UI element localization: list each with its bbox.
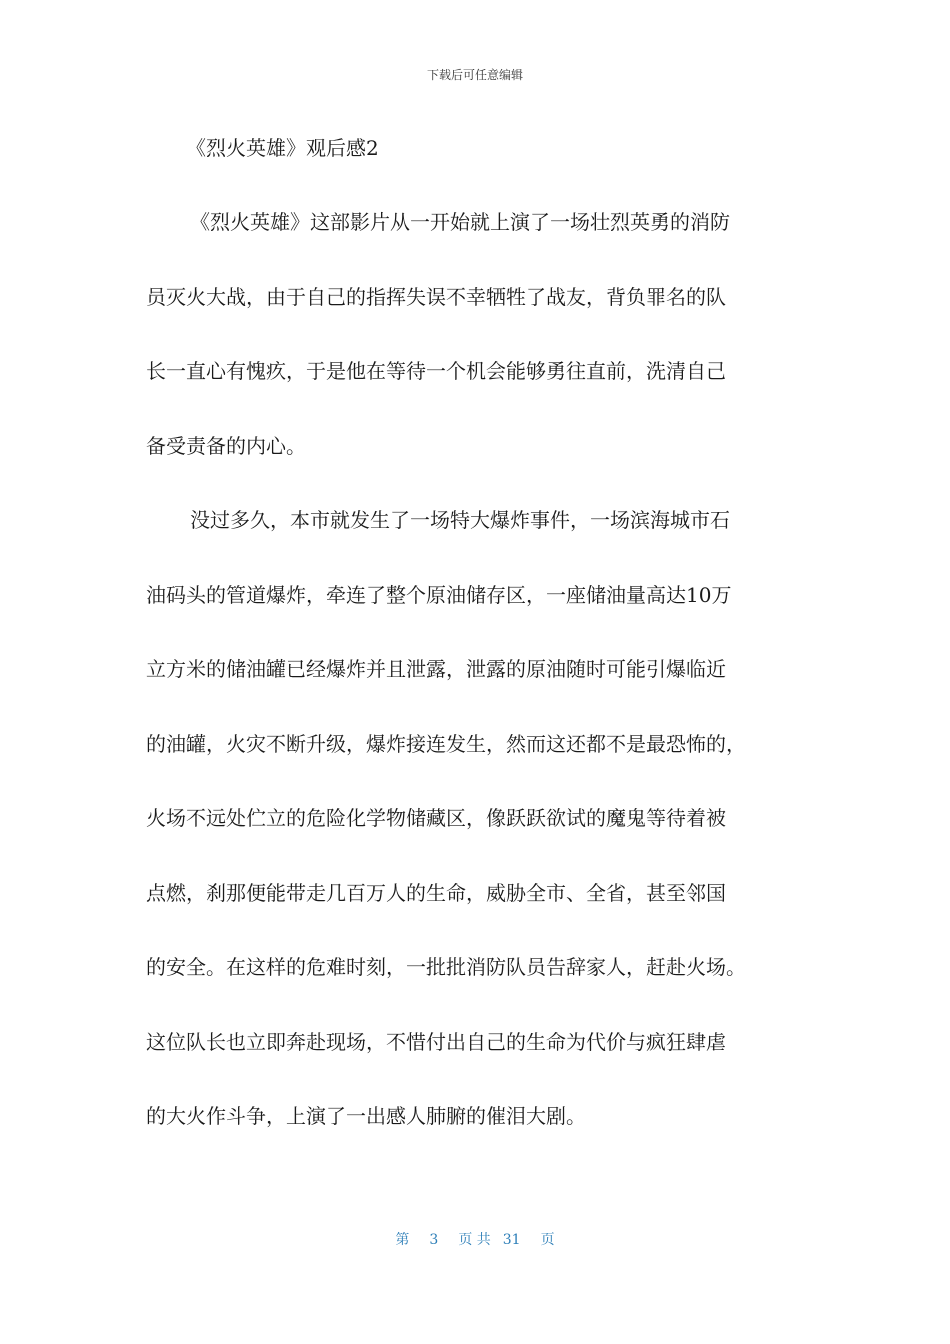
paragraph-2 [146,502,806,1173]
footer-suffix: 页 [540,1232,555,1248]
paragraph-line: 油码头的管道爆炸，牵连了整个原油储存区，一座储油量高达10万 [146,582,732,607]
document-body [146,130,806,1173]
paragraph-line: 的大火作斗争，上演了一出感人肺腑的催泪大剧。 [146,1104,586,1128]
paragraph-line: 点燃，刹那便能带走几百万人的生命，威胁全市、全省，甚至邻国 [146,880,726,905]
paragraph-line: 员灭火大战，由于自己的指挥失误不幸牺牲了战友，背负罪名的队 [146,284,726,309]
paragraph-line: 没过多久，本市就发生了一场特大爆炸事件，一场滨海城市石 [190,508,730,532]
footer-prefix: 第 [395,1232,410,1248]
paragraph-line: 的安全。在这样的危难时刻，一批批消防队员告辞家人，赶赴火场。 [146,955,746,979]
footer-total-pages: 31 [502,1232,521,1248]
paragraph-line: 《烈火英雄》这部影片从一开始就上演了一场壮烈英勇的消防 [190,210,730,234]
paragraph-line: 长一直心有愧疚，于是他在等待一个机会能够勇往直前，洗清自己 [146,359,726,383]
paragraph-line: 备受责备的内心。 [146,433,306,458]
paragraph-line: 的油罐，火灾不断升级，爆炸接连发生，然而这还都不是最恐怖的， [146,731,746,756]
paragraph-line: 立方米的储油罐已经爆炸并且泄露，泄露的原油随时可能引爆临近 [146,657,726,681]
paragraph-line: 火场不远处伫立的危险化学物储藏区，像跃跃欲试的魔鬼等待着被 [146,806,726,830]
footer-current-page: 3 [429,1232,439,1248]
paragraph-1 [146,204,806,502]
header-note: 下载后可任意编辑 [426,68,523,82]
page-footer [0,1229,950,1249]
document-heading: 《烈火英雄》观后感2 [186,136,379,160]
paragraph-line: 这位队长也立即奔赴现场，不惜付出自己的生命为代价与疯狂肆虐 [146,1029,726,1054]
footer-middle: 页 共 [458,1232,491,1248]
